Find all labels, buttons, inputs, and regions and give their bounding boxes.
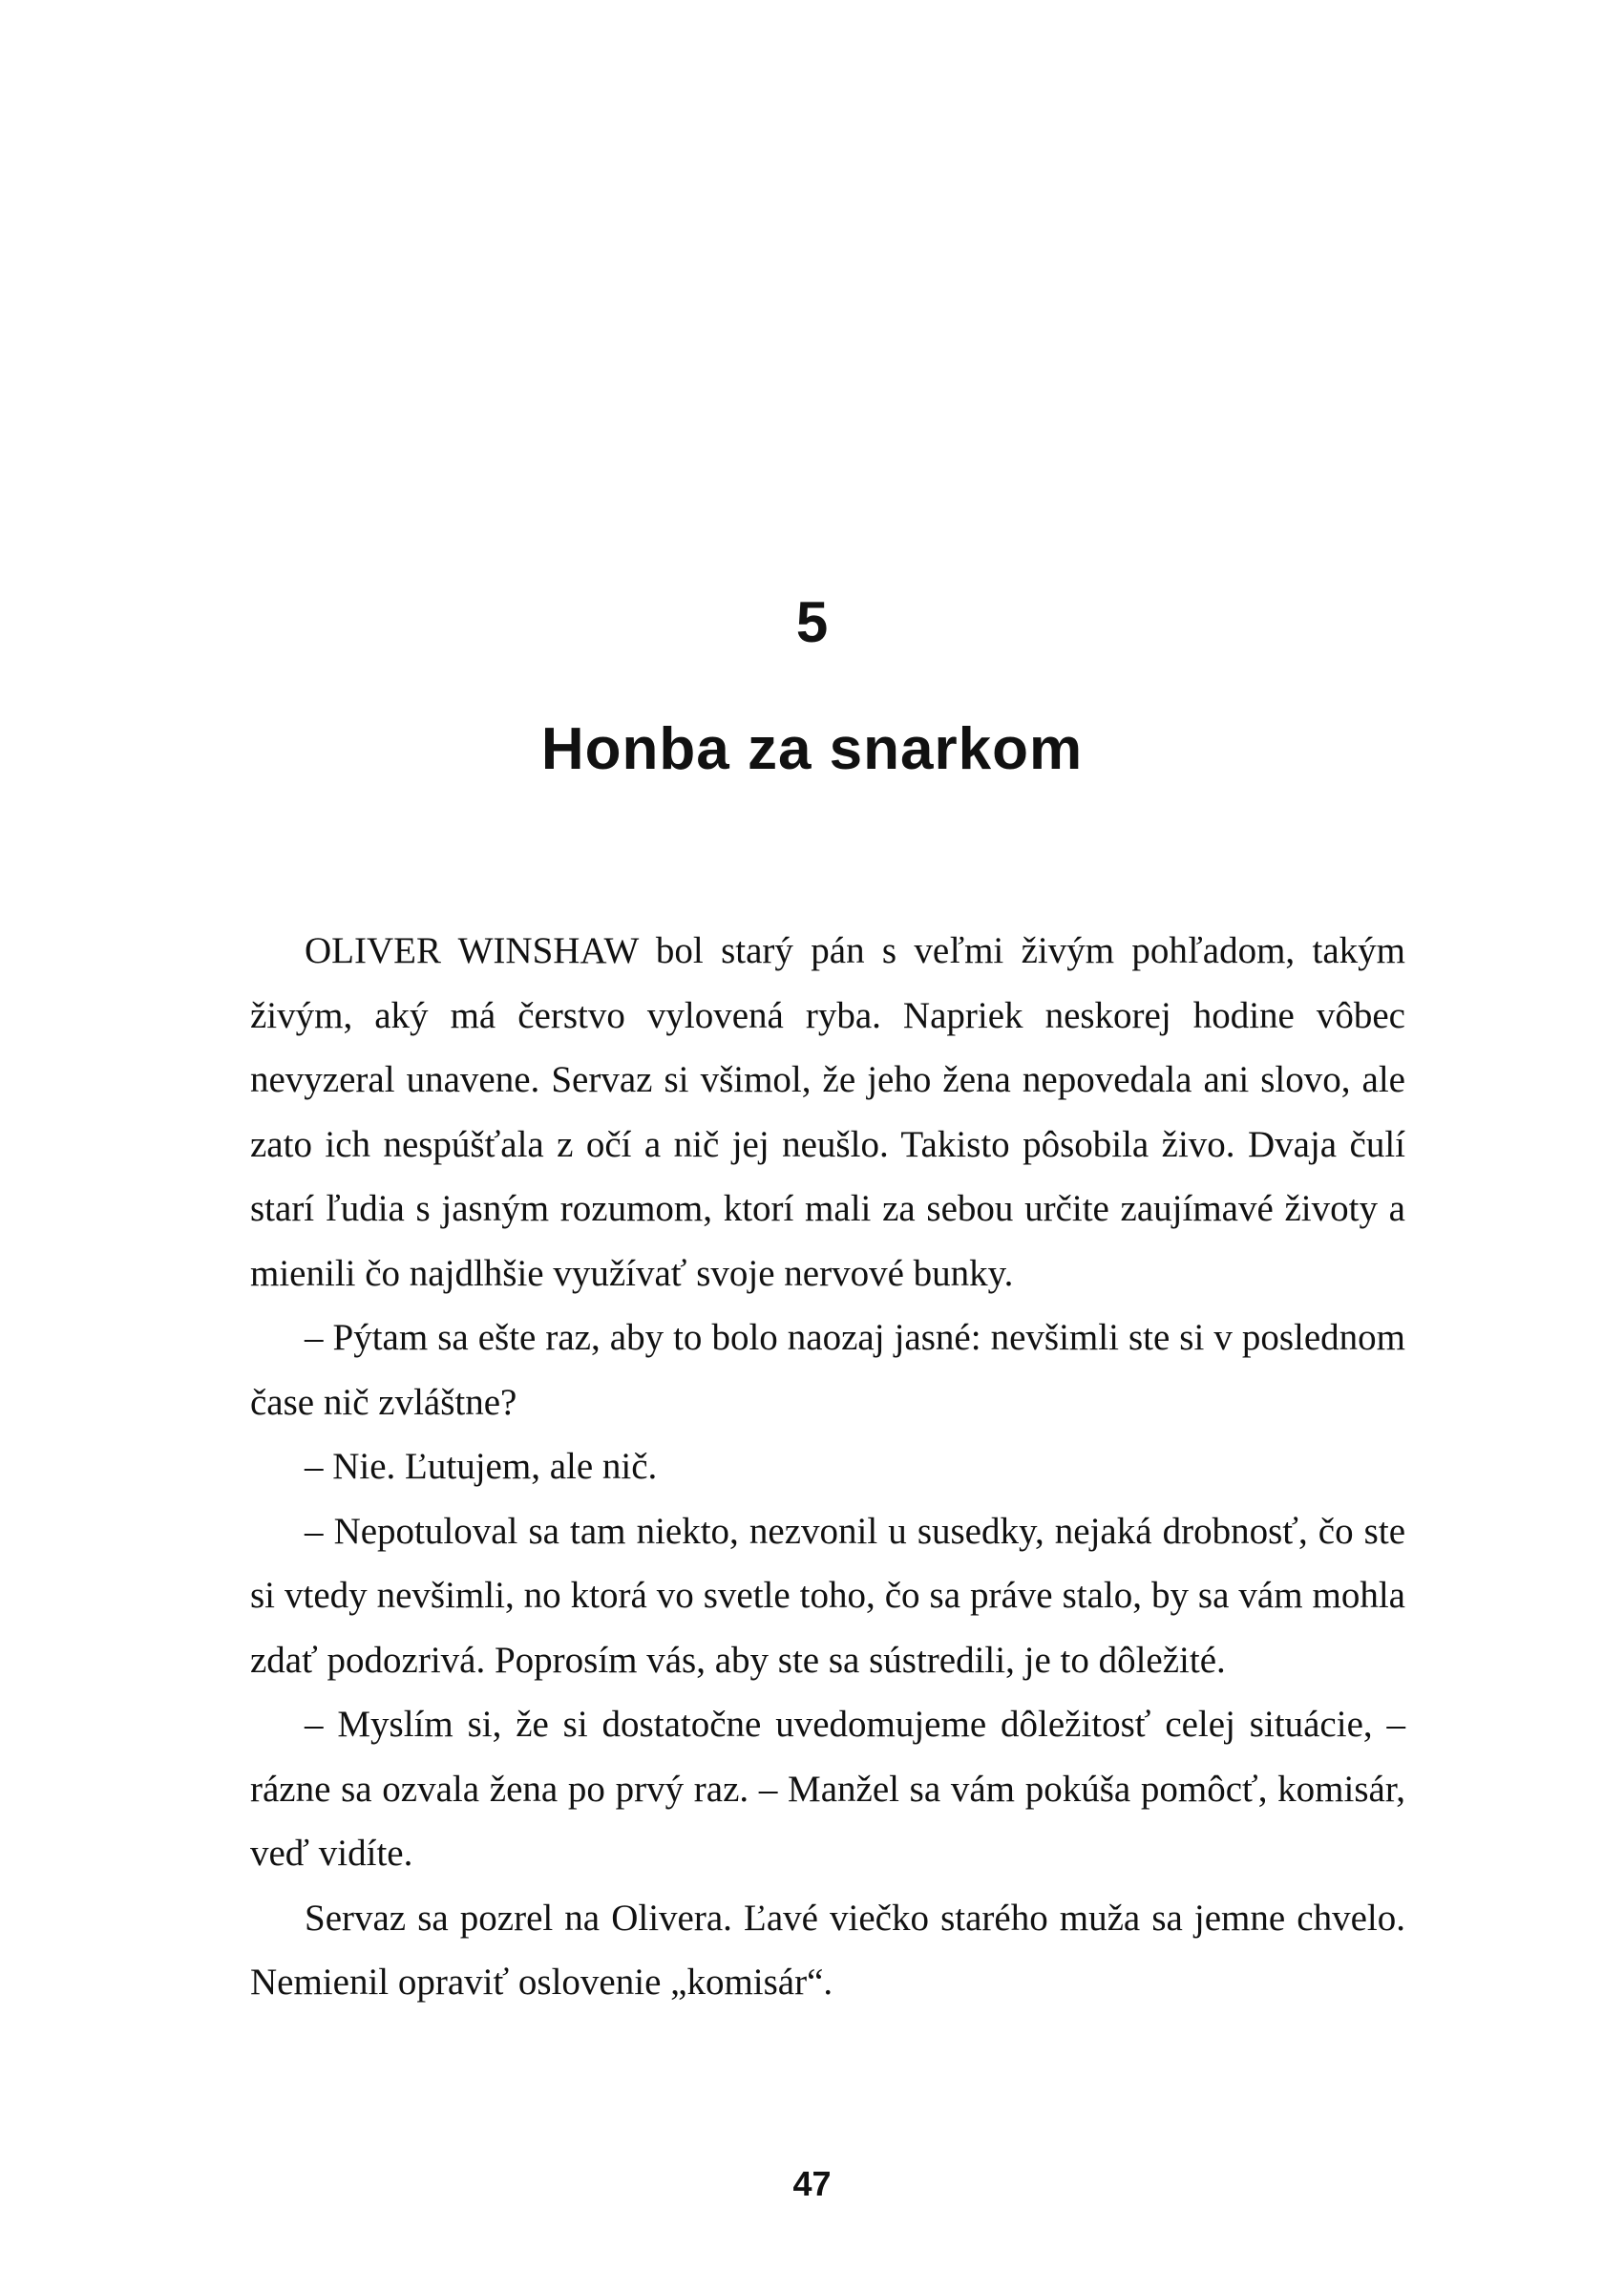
paragraph: OLIVER WINSHAW bol starý pán s veľmi živým pohľadom, takým živým, aký má čerstvo vylovená ryba. Napriek neskorej hodine vôbec nevyzeral unavene. Servaz si všimol, že jeho žena nepovedala ani slovo, ale zato ich nespúšťala z očí a nič jej neušlo. Takisto pôsobila živo. Dvaja čulí starí ľudia s jasným rozumom, ktorí mali za sebou určite zaujímavé životy a mienili čo najdlhšie využívať svoje nervové bunky. bbox=[250, 930, 1405, 1294]
chapter-title: Honba za snarkom bbox=[540, 716, 1084, 782]
chapter-body bbox=[250, 919, 1405, 2015]
page-number: 47 bbox=[792, 2164, 832, 2203]
paragraph: – Nepotuloval sa tam niekto, nezvonil u susedky, nejaká drobnosť, čo ste si vtedy nevšimli, no ktorá vo svetle toho, čo sa práve stalo, by sa vám mohla zdať podozrivá. Poprosím vás, aby ste sa sústredili, je to dôležité. bbox=[250, 1510, 1405, 1681]
paragraph: – Pýtam sa ešte raz, aby to bolo naozaj jasné: nevšimli ste si v poslednom čase nič zvláštne? bbox=[250, 1317, 1405, 1423]
chapter-number: 5 bbox=[795, 590, 829, 654]
paragraph: – Myslím si, že si dostatočne uvedomujeme dôležitosť celej situácie, – rázne sa ozvala žena po prvý raz. – Manžel sa vám pokúša pomôcť, komisár, veď vidíte. bbox=[250, 1704, 1405, 1874]
paragraph: – Nie. Ľutujem, ale nič. bbox=[305, 1446, 658, 1487]
paragraph: Servaz sa pozrel na Olivera. Ľavé viečko starého muža sa jemne chvelo. Nemienil opraviť oslovenie „komisár“. bbox=[250, 1897, 1405, 2003]
